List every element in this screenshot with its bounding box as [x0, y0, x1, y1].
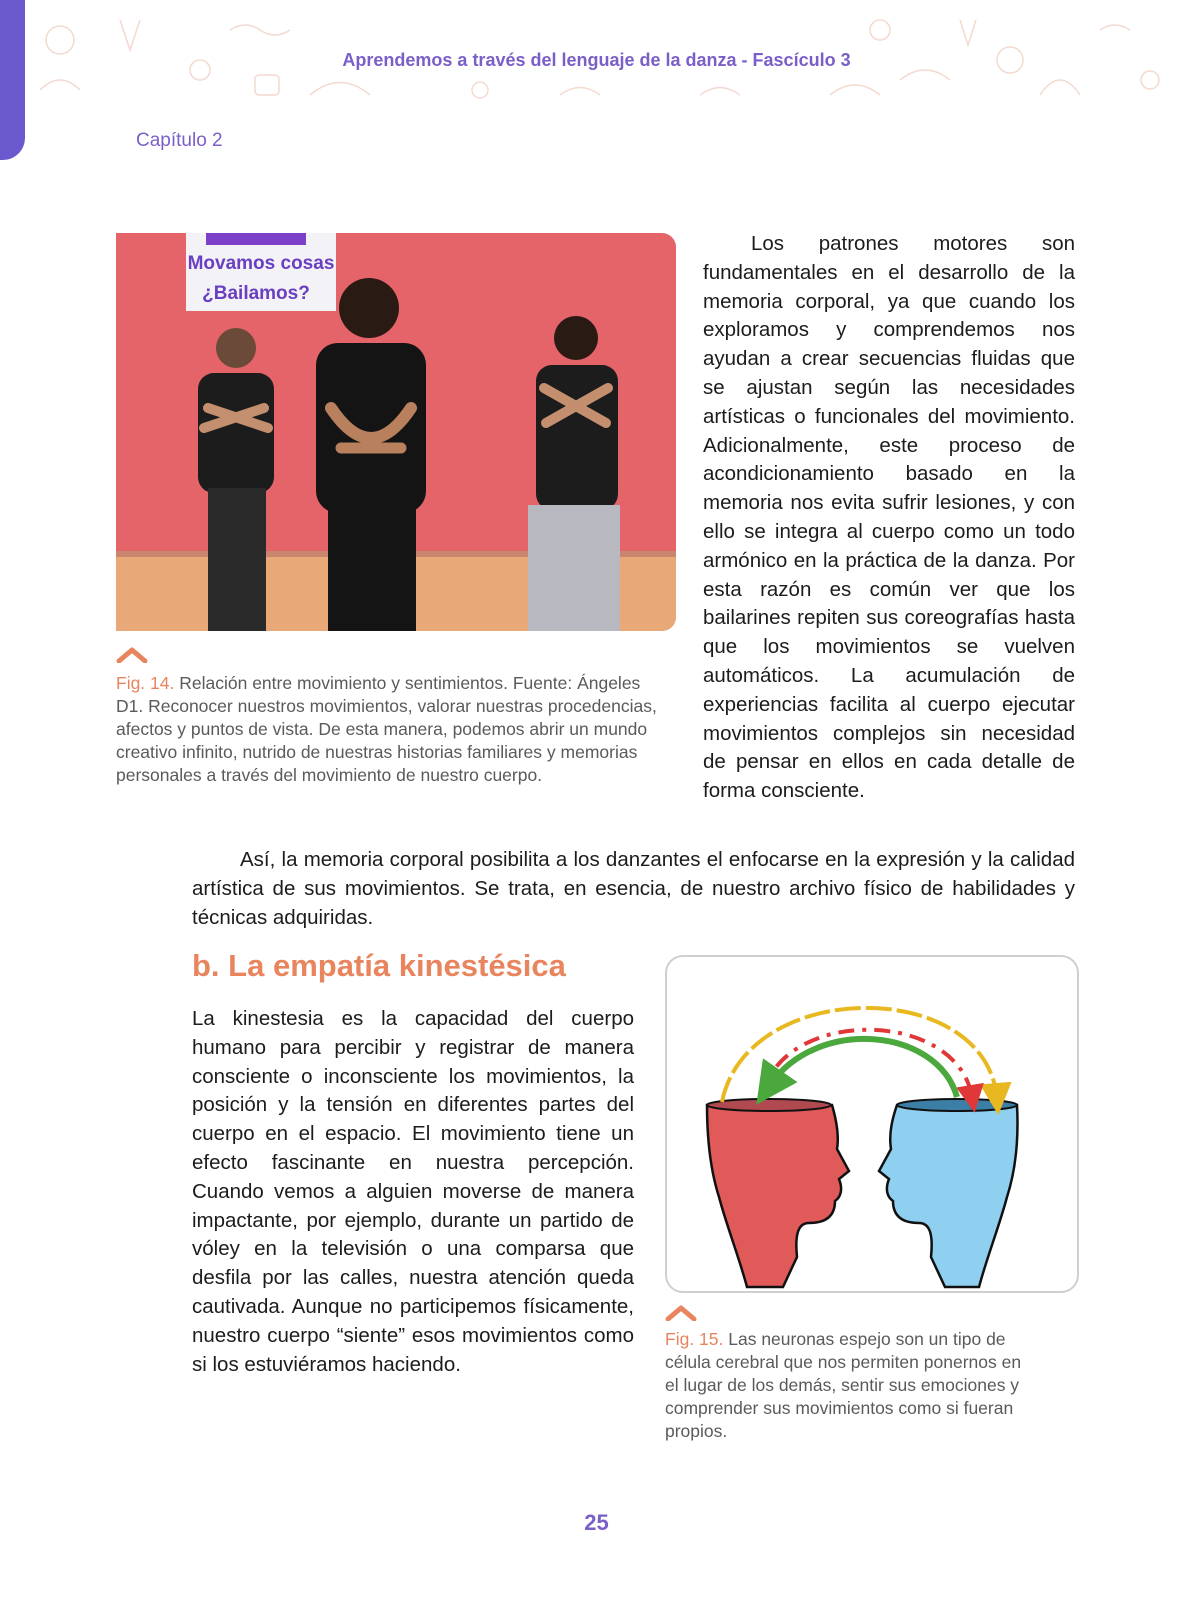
figure-14-caption — [116, 672, 668, 787]
section-title-empathy: b. La empatía kinestésica — [192, 948, 566, 983]
mirror-neurons-illustration — [667, 957, 1077, 1291]
caret-up-icon — [116, 647, 148, 663]
chapter-label: Capítulo 2 — [136, 130, 223, 151]
figure-15-text: Las neuronas espejo son un tipo de célula cerebral que nos permiten ponernos en el lugar de los demás, sentir sus emociones y comprender sus movimientos como si fueran propios. — [665, 1329, 1022, 1441]
banner-line-2: ¿Bailamos? — [202, 283, 310, 304]
figure-15-caption — [665, 1328, 1035, 1443]
page-number: 25 — [584, 1510, 609, 1535]
dancers-illustration — [116, 233, 676, 631]
paragraph-motor-patterns: Los patrones motores son fundamentales en el desarrollo de la memoria corporal, ya que cuando los exploramos y comprendemos nos ayudan a crear secuencias fluidas que se ajustan según las necesidades artísticas o funcionales del movimiento. Adicionalmente, este proceso de acondicionamiento basado en la memoria nos evita sufrir lesiones, y con ello se integra al cuerpo como un todo armónico en la práctica de la danza. Por esta razón es común ver que los bailarines repiten sus coreografías hasta que los movimientos se vuelven automáticos. La acumulación de experiencias facilita al cuerpo ejecutar movimientos complejos sin necesidad de pensar en ellos en cada detalle de forma consciente. — [703, 232, 1075, 803]
figure-15-label: Fig. 15. — [665, 1329, 724, 1349]
paragraph-kinesthesia: La kinestesia es la capacidad del cuerpo humano para percibir y registrar de manera consciente o inconsciente los movimientos, la posición y la tensión en diferentes partes del cuerpo en el espacio. El movimiento tiene un efecto fascinante en nuestra percepción. Cuando vemos a alguien moverse de manera impactante, por ejemplo, durante un partido de vóley en la televisión o una comparsa que desfila por las calles, nuestra atención queda cautivada. Aunque no participemos físicamente, nuestro cuerpo “siente” esos movimientos como si los estuviéramos haciendo. — [192, 1007, 634, 1376]
paragraph-body-memory: Así, la memoria corporal posibilita a los danzantes el enfocarse en la expresión y la calidad artística de sus movimientos. Se trata, en esencia, de nuestro archivo físico de habilidades y técnicas adquiridas. — [192, 848, 1075, 929]
figure-14-photo — [116, 233, 676, 631]
head-left — [707, 1105, 849, 1287]
figure-15-diagram — [665, 955, 1079, 1293]
chapter-tab — [0, 0, 25, 160]
green-arrow — [770, 1039, 957, 1097]
banner-line-1: Movamos cosas — [187, 253, 335, 274]
head-right — [879, 1105, 1018, 1287]
caret-up-icon — [665, 1305, 697, 1321]
figure-14-label: Fig. 14. — [116, 673, 175, 693]
running-title: Aprendemos a través del lenguaje de la danza - Fascículo 3 — [342, 50, 851, 70]
figure-14-text: Relación entre movimiento y sentimientos. Fuente: Ángeles D1. Reconocer nuestros movimientos, valorar nuestras procedencias, afectos y puntos de vista. De esta manera, podemos abrir un mundo creativo infinito, nutrido de nuestras historias familiares y memorias personales a través del movimiento de nuestro cuerpo. — [116, 673, 657, 785]
